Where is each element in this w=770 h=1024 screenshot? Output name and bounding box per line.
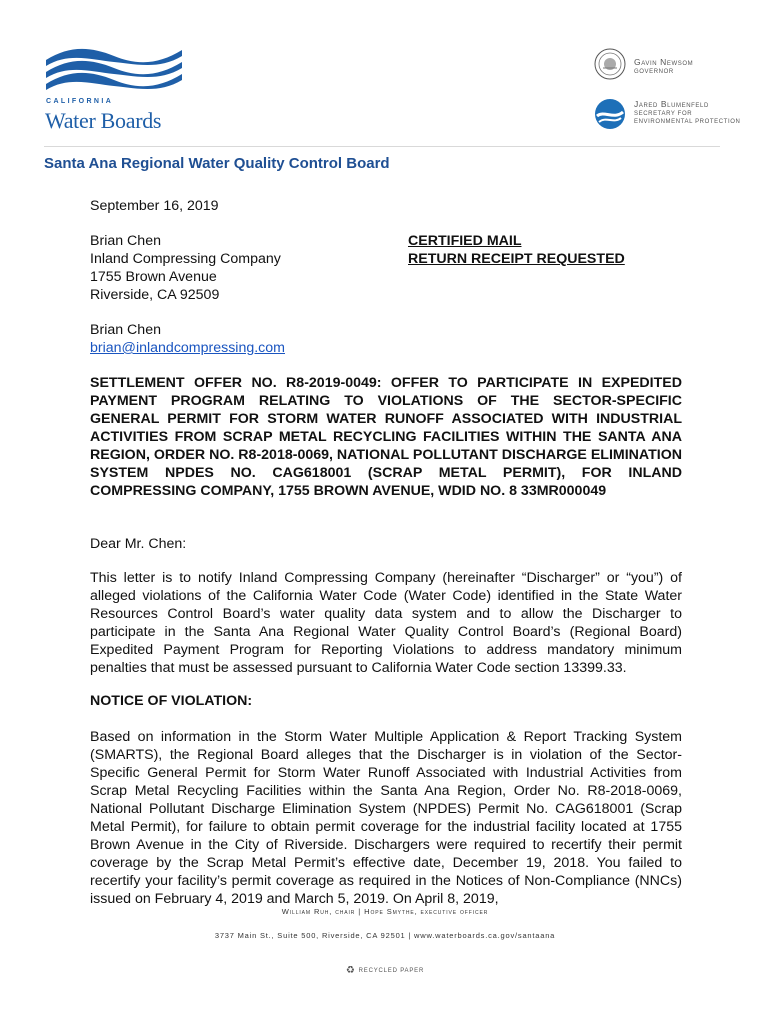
recipient-city: Riverside, CA 92509 [90,287,220,303]
delivery-method [408,232,625,268]
return-receipt-label: RETURN RECEIPT REQUESTED [408,251,625,267]
letter-date: September 16, 2019 [90,198,219,214]
recipient2-name: Brian Chen [90,322,161,338]
recycle-icon: ♻ [345,965,356,976]
recipient-address [90,232,281,304]
recipient-company: Inland Compressing Company [90,251,281,267]
letter-subject: SETTLEMENT OFFER NO. R8-2019-0049: OFFER TO PARTICIPATE IN EXPEDITED PAYMENT PROGRAM RELATING TO VIOLATIONS OF THE SECTOR-SPECIFIC GENERAL PERMIT FOR STORM WATER RUNOFF ASSOCIATED WITH INDUSTRIAL ACTIVITIES FROM SCRAP METAL RECYCLING FACILITIES WITHIN THE SANTA ANA REGION, ORDER NO. R8-2018-0069, NATIONAL POLLUTANT DISCHARGE ELIMINATION SYSTEM NPDES NO. CAG618001 (SCRAP METAL PERMIT), FOR INLAND COMPRESSING COMPANY, 1755 BROWN AVENUE, WDID NO. 8 33MR000049 [90,375,682,499]
intro-paragraph: This letter is to notify Inland Compressing Company (hereinafter “Discharger” or “you”) of alleged violations of the California Water Code (Water Code) identified in the State Water Resources Control Board’s water quality data system and to allow the Discharger to participate in the Santa Ana Regional Water Quality Control Board’s (Regional Board) Expedited Payment Program for Reporting Violations to address mandatory minimum penalties that must be assessed pursuant to California Water Code section 13399.33. [90,570,682,676]
footer-officers: William Ruh, chair | Hope Smythe, executive officer [0,907,770,916]
water-boards-waves-logo [44,44,184,96]
recycled-paper-note [0,965,770,976]
recipient-name: Brian Chen [90,233,161,249]
recipient-email-link[interactable]: brian@inlandcompressing.com [90,340,285,356]
state-seal-icon [594,48,626,80]
footer-address: 3737 Main St., Suite 500, Riverside, CA 92501 | www.waterboards.ca.gov/santaana [214,931,556,940]
calepa-logo-icon [594,98,626,130]
recipient-email-block [90,321,285,357]
salutation: Dear Mr. Chen: [90,536,187,552]
notice-heading: NOTICE OF VIOLATION: [90,693,253,709]
violation-paragraph: Based on information in the Storm Water Multiple Application & Report Tracking System (SMARTS), the Regional Board alleges that the Discharger is in violation of the Sector-Specific General Permit for Storm Water Runoff Associated with Industrial Activities from Scrap Metal Recycling Facilities within the Santa Ana Region, Order No. R8-2018-0069, National Pollutant Discharge Elimination System (NPDES) Permit No. CAG618001 (Scrap Metal Permit), for failure to obtain permit coverage for the industrial facility located at 1755 Brown Avenue in the City of Riverside. Dischargers were required to recertify their permit coverage by the Scrap Metal Permit’s effective date, December 19, 2018. You failed to recertify your facility’s permit coverage as required in the Notices of Non-Compliance (NNCs) issued on February 4, 2019 and March 5, 2019. On April 8, 2019, [90,729,682,907]
recycled-label: RECYCLED PAPER [358,968,425,974]
recipient-street: 1755 Brown Avenue [90,269,217,285]
secretary-title: SECRETARY FOR ENVIRONMENTAL PROTECTION [634,111,741,125]
logo-name-text: Water Boards [45,108,162,133]
header-divider [44,146,720,147]
certified-mail-label: CERTIFIED MAIL [408,233,522,249]
governor-title: GOVERNOR [634,69,674,75]
secretary-name: Jared Blumenfeld [634,99,709,109]
logo-state-text: CALIFORNIA [46,98,114,105]
governor-name: Gavin Newsom [634,57,694,67]
board-name: Santa Ana Regional Water Quality Control Board [44,155,390,172]
